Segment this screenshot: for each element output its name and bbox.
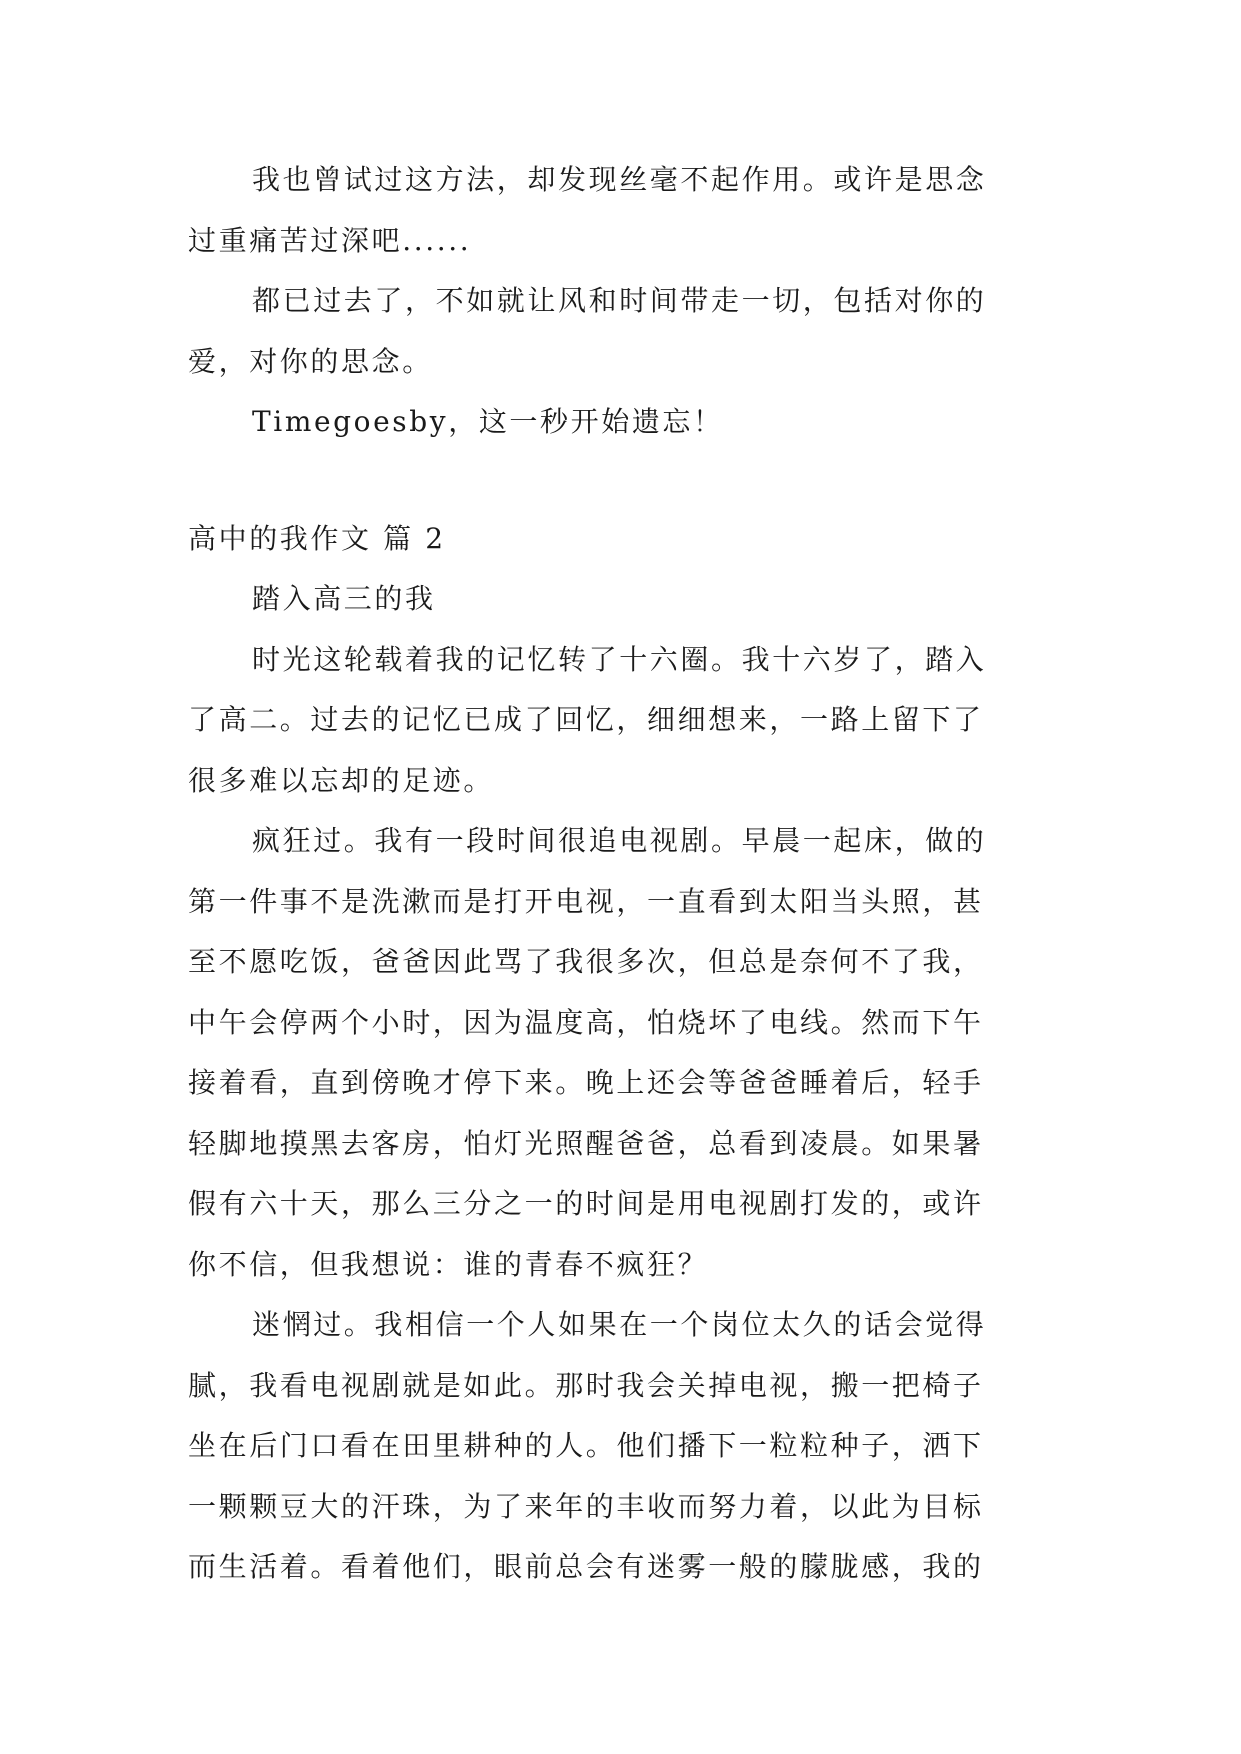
document-page [188,150,1068,1598]
paragraph: 我也曾试过这方法，却发现丝毫不起作用。或许是思念 过重痛苦过深吧...... [188,163,987,257]
paragraph: 都已过去了，不如就让风和时间带走一切，包括对你的 爱，对你的思念。 [188,284,987,378]
paragraph: 时光这轮载着我的记忆转了十六圈。我十六岁了，踏入 了高二。过去的记忆已成了回忆，细细想来，一路上留下了 很多难以忘却的足迹。 [188,642,987,797]
essay-subtitle: 踏入高三的我 [252,582,436,615]
essay-heading: 高中的我作文 篇 2 [188,521,446,555]
paragraph: 迷惘过。我相信一个人如果在一个岗位太久的话会觉得 腻，我看电视剧就是如此。那时我会关掉电视，搬一把椅子 坐在后门口看在田里耕种的人。他们播下一粒粒种子，洒下 一颗颗豆大的汗珠，为了来年的丰收而努力着，以此为目标 而生活着。看着他们，眼前总会有迷雾一般的朦胧感，我的 [188,1308,987,1583]
paragraph: 疯狂过。我有一段时间很追电视剧。早晨一起床，做的 第一件事不是洗漱而是打开电视，一直看到太阳当头照，甚 至不愿吃饭，爸爸因此骂了我很多次，但总是奈何不了我， 中午会停两个小时，因为温度高，怕烧坏了电线。然而下午 接着看，直到傍晚才停下来。晚上还会等爸爸睡着后，轻手 轻脚地摸黑去客房，怕灯光照醒爸爸，总看到凌晨。如果暑 假有六十天，那么三分之一的时间是用电视剧打发的，或许 你不信，但我想说：谁的青春不疯狂？ [188,824,987,1281]
paragraph: Timegoesby，这一秒开始遗忘！ [252,405,724,438]
